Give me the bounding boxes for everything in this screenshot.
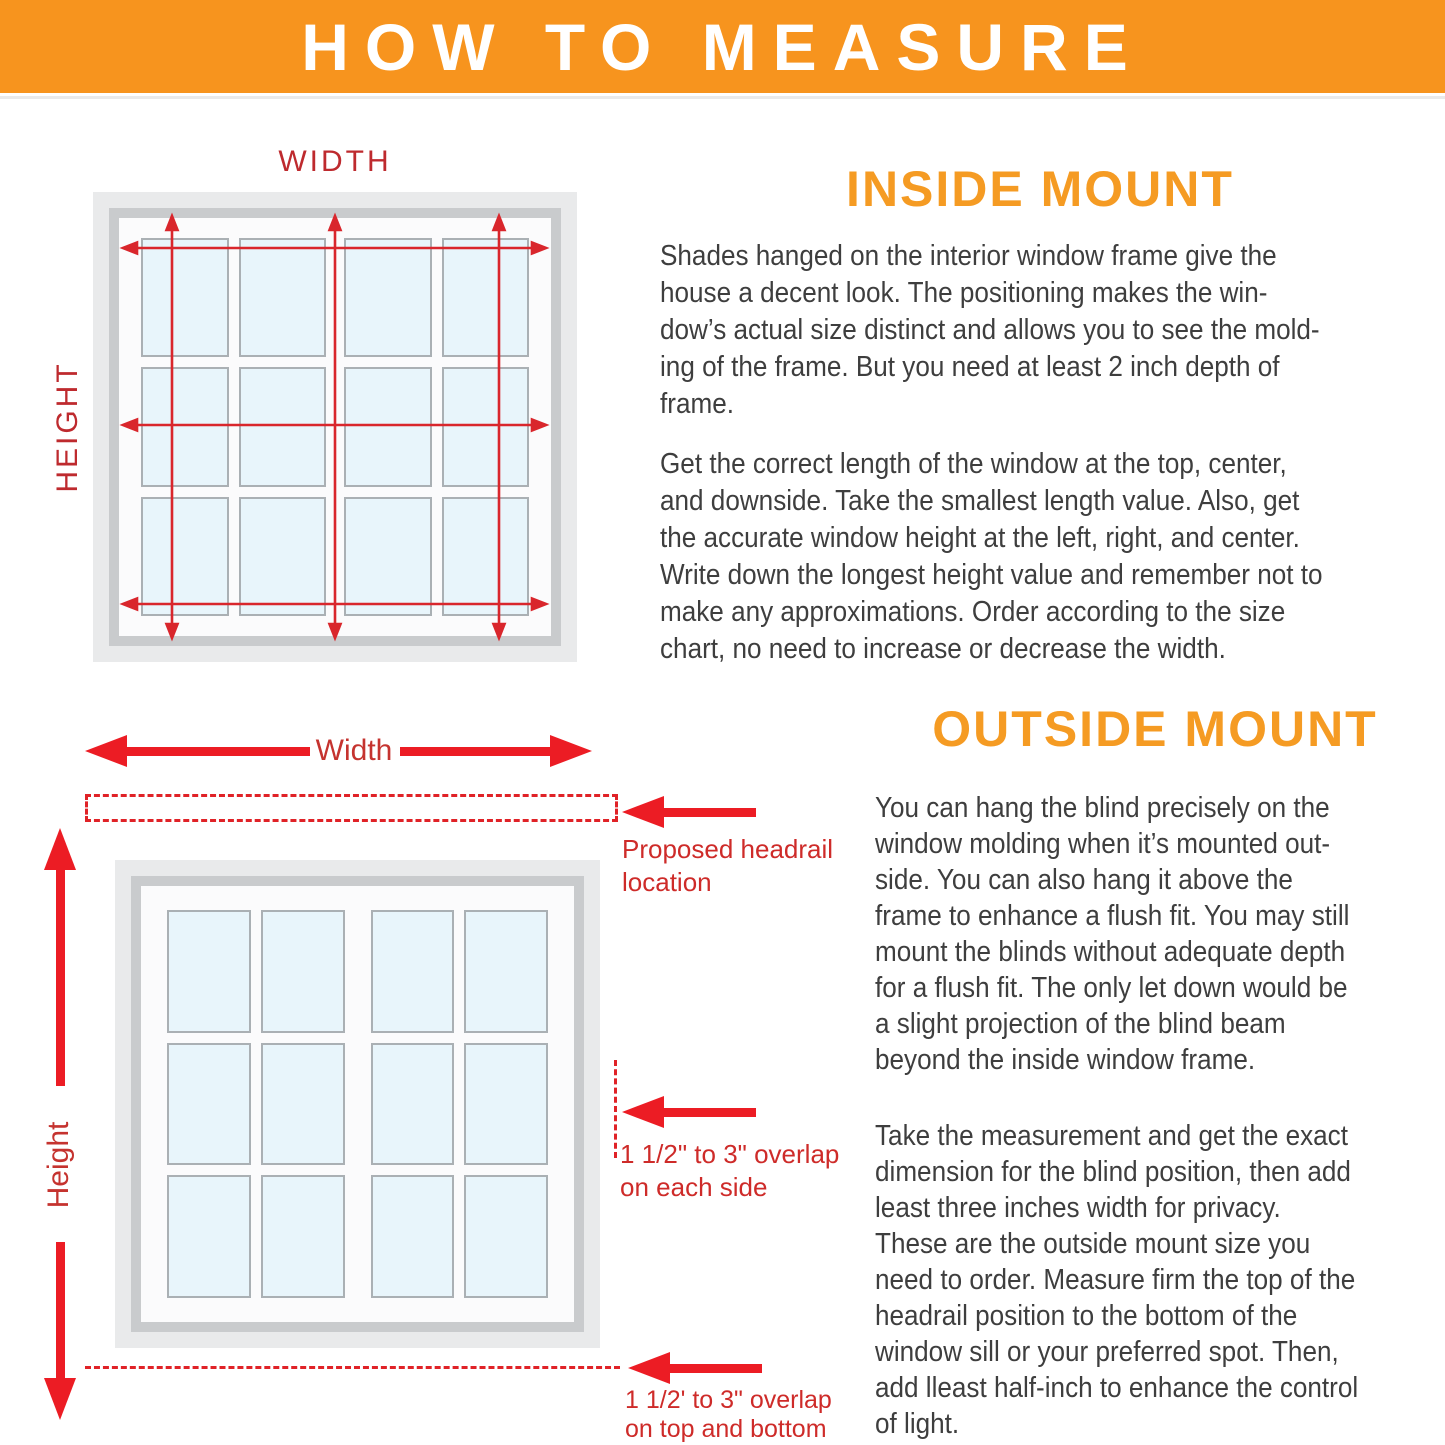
- text-line: ing of the frame. But you need at least 2 inch depth of: [660, 351, 1280, 383]
- text-line: dimension for the blind position, then add: [875, 1156, 1351, 1188]
- window-pane: [464, 910, 548, 1033]
- bottom-overlap-arrow: [628, 1352, 762, 1384]
- height-label: HEIGHT: [51, 361, 84, 493]
- text-line: beyond the inside window frame.: [875, 1044, 1256, 1076]
- text-line: Proposed headrail: [622, 834, 834, 864]
- arrow-head: [622, 1096, 664, 1128]
- side-dashed-line: [614, 1060, 617, 1158]
- arrow-head: [85, 735, 127, 767]
- width-label: WIDTH: [278, 145, 392, 178]
- side-overlap-arrow: [622, 1096, 756, 1128]
- bottom-overlap-label: [625, 1386, 832, 1444]
- text-line: on top and bottom: [625, 1415, 827, 1443]
- arrow-shaft: [400, 747, 550, 756]
- measurement-arrows: [93, 192, 577, 662]
- height-label-bottom: Height: [42, 1121, 75, 1209]
- text-line: a slight projection of the blind beam: [875, 1008, 1286, 1040]
- arrow-shaft: [664, 1108, 756, 1117]
- outside-mount-paragraph-2: [875, 1118, 1358, 1442]
- text-line: window molding when it’s mounted out-: [875, 828, 1331, 860]
- headrail-arrow: [622, 796, 756, 828]
- text-line: and downside. Take the smallest length value. Also, get: [660, 485, 1300, 517]
- banner-title: HOW TO MEASURE: [301, 9, 1144, 84]
- window-pane: [371, 910, 455, 1033]
- text-line: You can hang the blind precisely on the: [875, 792, 1330, 824]
- arrow-shaft: [664, 808, 756, 817]
- window-pane: [464, 1043, 548, 1166]
- window-pane: [464, 1175, 548, 1298]
- window-sash: [371, 910, 549, 1298]
- side-overlap-label: [620, 1138, 839, 1204]
- window-pane: [167, 1175, 251, 1298]
- arrow-shaft: [56, 1242, 65, 1378]
- text-line: Shades hanged on the interior window frame give the: [660, 240, 1277, 272]
- banner: [0, 0, 1445, 93]
- text-line: location: [622, 867, 712, 897]
- text-line: Take the measurement and get the exact: [875, 1120, 1348, 1152]
- width-arrow-right: [400, 735, 592, 767]
- window-pane: [371, 1043, 455, 1166]
- arrow-head: [622, 796, 664, 828]
- width-arrow-left: [85, 735, 310, 767]
- text-line: side. You can also hang it above the: [875, 864, 1293, 896]
- banner-divider: [0, 96, 1445, 99]
- window-pane: [167, 1043, 251, 1166]
- text-line: frame.: [660, 388, 734, 420]
- arrow-head: [44, 828, 76, 870]
- arrow-head: [550, 735, 592, 767]
- text-line: 1 1/2' to 3" overlap: [625, 1386, 832, 1414]
- arrow-head: [628, 1352, 670, 1384]
- inside-mount-paragraph-1: [660, 238, 1320, 423]
- text-line: need to order. Measure firm the top of the: [875, 1264, 1356, 1296]
- arrow-head: [44, 1378, 76, 1420]
- text-line: for a flush fit. The only let down would be: [875, 972, 1348, 1004]
- text-line: least three inches width for privacy.: [875, 1192, 1281, 1224]
- window-pane: [167, 910, 251, 1033]
- bottom-dashed-line: [85, 1366, 620, 1369]
- text-line: headrail position to the bottom of the: [875, 1300, 1298, 1332]
- window-sash: [167, 910, 345, 1298]
- bottom-window-diagram: [115, 860, 600, 1348]
- text-line: on each side: [620, 1172, 768, 1202]
- arrow-shaft: [670, 1364, 762, 1373]
- text-line: These are the outside mount size you: [875, 1228, 1311, 1260]
- text-line: make any approximations. Order according to the size: [660, 596, 1286, 628]
- outside-mount-paragraph-1: [875, 790, 1349, 1078]
- text-line: house a decent look. The positioning makes the win-: [660, 277, 1268, 309]
- text-line: window sill or your preferred spot. Then,: [875, 1336, 1339, 1368]
- text-line: of light.: [875, 1408, 960, 1440]
- width-label-bottom: Width: [315, 734, 393, 767]
- text-line: Get the correct length of the window at the top, center,: [660, 448, 1287, 480]
- text-line: frame to enhance a flush fit. You may still: [875, 900, 1350, 932]
- text-line: add lleast half-inch to enhance the control: [875, 1372, 1359, 1404]
- headrail-label: [622, 833, 833, 899]
- window-pane: [261, 1043, 345, 1166]
- inside-mount-heading: INSIDE MOUNT: [846, 161, 1234, 217]
- text-line: 1 1/2" to 3" overlap: [620, 1139, 840, 1169]
- text-line: dow’s actual size distinct and allows you to see the mold-: [660, 314, 1320, 346]
- arrow-shaft: [127, 747, 310, 756]
- text-line: mount the blinds without adequate depth: [875, 936, 1346, 968]
- arrow-shaft: [56, 870, 65, 1086]
- text-line: Write down the longest height value and remember not to: [660, 559, 1323, 591]
- outside-mount-heading: OUTSIDE MOUNT: [932, 701, 1378, 757]
- text-line: the accurate window height at the left, right, and center.: [660, 522, 1300, 554]
- window-pane: [261, 910, 345, 1033]
- window-pane: [371, 1175, 455, 1298]
- window-inner-frame: [141, 886, 574, 1322]
- text-line: chart, no need to increase or decrease the width.: [660, 633, 1226, 665]
- headrail-dashed-box: [85, 794, 618, 822]
- window-pane: [261, 1175, 345, 1298]
- inside-mount-paragraph-2: [660, 446, 1323, 668]
